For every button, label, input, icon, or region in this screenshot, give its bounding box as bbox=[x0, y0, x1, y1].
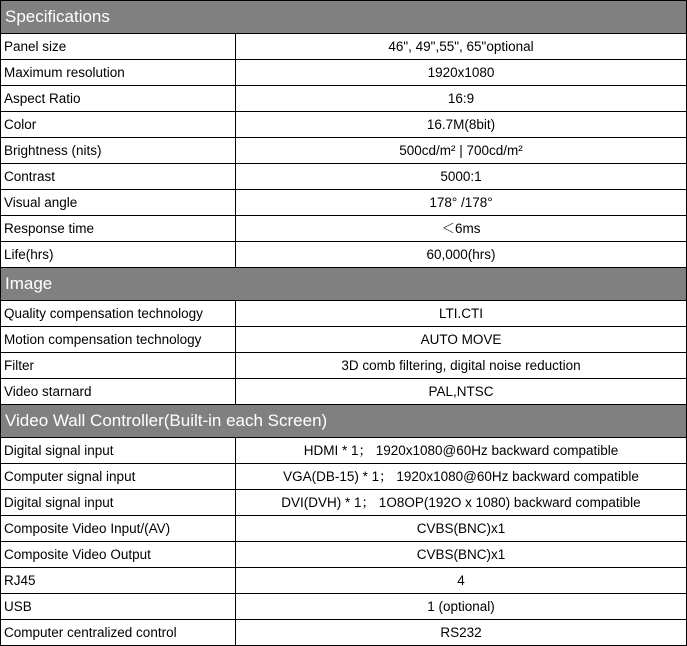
spec-value: CVBS(BNC)x1 bbox=[236, 516, 687, 542]
spec-label: Digital signal input bbox=[1, 490, 236, 516]
spec-label: Brightness (nits) bbox=[1, 138, 236, 164]
spec-value: 3D comb filtering, digital noise reduction bbox=[236, 353, 687, 379]
spec-row bbox=[1, 516, 687, 542]
spec-row bbox=[1, 138, 687, 164]
spec-value: ＜6ms bbox=[236, 216, 687, 242]
spec-label: Contrast bbox=[1, 164, 236, 190]
spec-label: USB bbox=[1, 594, 236, 620]
spec-row bbox=[1, 620, 687, 646]
spec-value: 5000:1 bbox=[236, 164, 687, 190]
spec-row bbox=[1, 164, 687, 190]
spec-row bbox=[1, 327, 687, 353]
section-title: Image bbox=[1, 268, 687, 301]
section-header-image bbox=[1, 268, 687, 301]
spec-label: Digital signal input bbox=[1, 438, 236, 464]
spec-label: Video starnard bbox=[1, 379, 236, 405]
spec-value: 1920x1080 bbox=[236, 60, 687, 86]
spec-row bbox=[1, 112, 687, 138]
spec-label: Computer signal input bbox=[1, 464, 236, 490]
spec-row bbox=[1, 353, 687, 379]
spec-value: 60,000(hrs) bbox=[236, 242, 687, 268]
section-header-video-wall-controller-built-in-each-screen bbox=[1, 405, 687, 438]
spec-value: 16.7M(8bit) bbox=[236, 112, 687, 138]
spec-label: RJ45 bbox=[1, 568, 236, 594]
spec-label: Maximum resolution bbox=[1, 60, 236, 86]
spec-row bbox=[1, 190, 687, 216]
spec-row bbox=[1, 438, 687, 464]
section-title: Video Wall Controller(Built-in each Screen) bbox=[1, 405, 687, 438]
spec-label: Aspect Ratio bbox=[1, 86, 236, 112]
spec-row bbox=[1, 594, 687, 620]
spec-row bbox=[1, 568, 687, 594]
spec-label: Filter bbox=[1, 353, 236, 379]
spec-row bbox=[1, 34, 687, 60]
spec-row bbox=[1, 301, 687, 327]
section-header-specifications bbox=[1, 1, 687, 34]
spec-label: Panel size bbox=[1, 34, 236, 60]
spec-row bbox=[1, 60, 687, 86]
spec-value: LTI.CTI bbox=[236, 301, 687, 327]
spec-value: AUTO MOVE bbox=[236, 327, 687, 353]
spec-label: Visual angle bbox=[1, 190, 236, 216]
spec-table-body bbox=[1, 1, 687, 646]
spec-value: 16:9 bbox=[236, 86, 687, 112]
section-title: Specifications bbox=[1, 1, 687, 34]
spec-value: VGA(DB-15) * 1； 1920x1080@60Hz backward compatible bbox=[236, 464, 687, 490]
spec-row bbox=[1, 379, 687, 405]
spec-label: Color bbox=[1, 112, 236, 138]
spec-value: 178° /178° bbox=[236, 190, 687, 216]
spec-row bbox=[1, 86, 687, 112]
spec-row bbox=[1, 216, 687, 242]
spec-label: Composite Video Input/(AV) bbox=[1, 516, 236, 542]
spec-value: 4 bbox=[236, 568, 687, 594]
spec-row bbox=[1, 242, 687, 268]
spec-value: CVBS(BNC)x1 bbox=[236, 542, 687, 568]
spec-label: Motion compensation technology bbox=[1, 327, 236, 353]
spec-value: HDMI * 1； 1920x1080@60Hz backward compatible bbox=[236, 438, 687, 464]
spec-label: Composite Video Output bbox=[1, 542, 236, 568]
spec-row bbox=[1, 490, 687, 516]
spec-value: 500cd/m² | 700cd/m² bbox=[236, 138, 687, 164]
spec-value: 46", 49",55", 65"optional bbox=[236, 34, 687, 60]
spec-label: Quality compensation technology bbox=[1, 301, 236, 327]
spec-label: Computer centralized control bbox=[1, 620, 236, 646]
spec-row bbox=[1, 464, 687, 490]
spec-label: Life(hrs) bbox=[1, 242, 236, 268]
spec-row bbox=[1, 542, 687, 568]
spec-label: Response time bbox=[1, 216, 236, 242]
spec-value: PAL,NTSC bbox=[236, 379, 687, 405]
spec-value: 1 (optional) bbox=[236, 594, 687, 620]
spec-value: RS232 bbox=[236, 620, 687, 646]
spec-value: DVI(DVH) * 1； 1O8OP(192O x 1080) backward compatible bbox=[236, 490, 687, 516]
